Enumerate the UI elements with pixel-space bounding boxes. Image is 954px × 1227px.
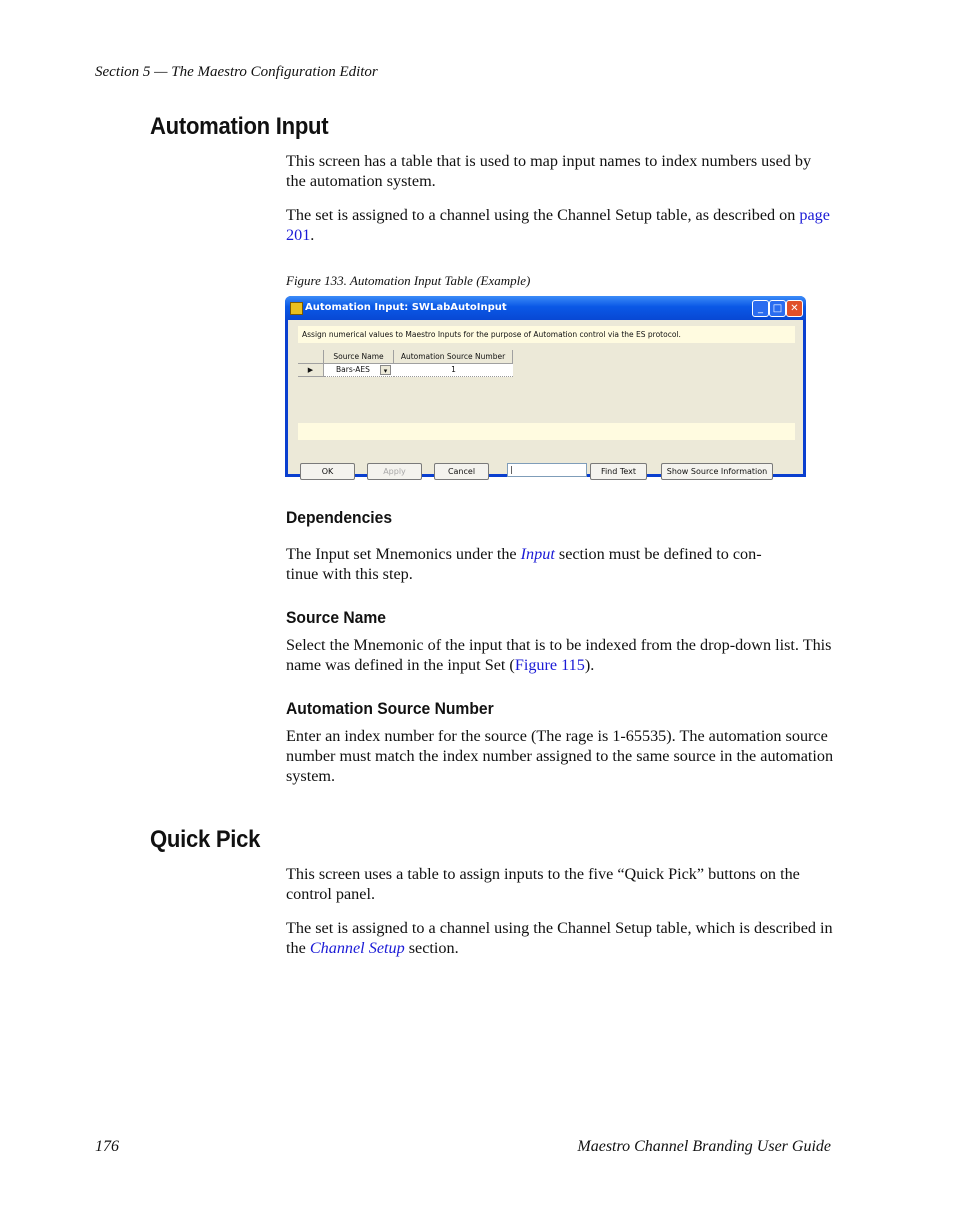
quick-pick-para-1: This screen uses a table to assign inputs to the five “Quick Pick” buttons on the control panel. (286, 865, 800, 903)
quick-pick-para-2 (286, 918, 834, 958)
automation-input-para-1: This screen has a table that is used to map input names to index numbers used by the automation system. (286, 152, 812, 190)
para-text: ). (584, 656, 595, 674)
status-band (298, 423, 795, 440)
title-bar (285, 296, 806, 320)
section-heading-quick-pick: Quick Pick (150, 826, 261, 853)
dialog-body (288, 320, 803, 474)
guide-title: Maestro Channel Branding User Guide (577, 1138, 831, 1155)
source-name-value: Bars-AES (336, 365, 370, 374)
para-text: tinue with this step. (286, 565, 413, 583)
running-header: Section 5 — The Maestro Configuration Editor (95, 64, 378, 80)
close-icon[interactable]: ✕ (786, 300, 803, 317)
figure-caption: Figure 133. Automation Input Table (Example) (286, 273, 531, 288)
input-link[interactable]: Input (520, 545, 555, 563)
quick-pick-intro (286, 864, 834, 958)
subheading-source-name: Source Name (286, 608, 386, 627)
para-text: The set is assigned to a channel using the Channel Setup table, which is described in the (286, 919, 833, 957)
chevron-down-icon[interactable]: ▾ (380, 365, 391, 375)
app-icon (290, 302, 303, 315)
column-header-automation-source-number[interactable]: Automation Source Number (394, 350, 513, 364)
para-text: . (310, 226, 315, 244)
mapping-table (298, 350, 513, 377)
cancel-button[interactable]: Cancel (434, 463, 489, 480)
automation-number-cell[interactable]: 1 (394, 364, 513, 377)
section-heading-automation-input: Automation Input (150, 113, 329, 140)
minimize-icon[interactable]: _ (752, 300, 769, 317)
find-text-button[interactable]: Find Text (590, 463, 647, 480)
show-source-information-button[interactable]: Show Source Information (661, 463, 773, 480)
source-name-para (286, 635, 834, 675)
source-name-text (286, 635, 834, 675)
channel-setup-link[interactable]: Channel Setup (309, 939, 405, 957)
row-selector-icon[interactable]: ▶ (298, 364, 324, 377)
dependencies-para (286, 544, 834, 584)
dependencies-text (286, 544, 834, 584)
page-201-link[interactable]: page 201 (286, 206, 830, 244)
subheading-automation-source-number: Automation Source Number (286, 699, 494, 718)
automation-source-number-text (286, 726, 834, 786)
figure-115-link[interactable]: Figure 115 (514, 656, 585, 674)
para-text: Select the Mnemonic of the input that is to be indexed from the drop-down list. This name was defined in the input Set ( (286, 636, 832, 674)
row-header-corner (298, 350, 324, 364)
automation-source-number-para: Enter an index number for the source (The rage is 1-65535). The automation source number must match the index number assigned to the same source in the automation system. (286, 727, 834, 785)
column-header-source-name[interactable]: Source Name (324, 350, 394, 364)
para-text: section. (404, 939, 459, 957)
para-text: section must be defined to con- (554, 545, 762, 563)
automation-input-dialog (285, 296, 806, 477)
para-text: The set is assigned to a channel using the Channel Setup table, as described on (286, 206, 800, 224)
page-number: 176 (95, 1138, 119, 1155)
apply-button[interactable]: Apply (367, 463, 422, 480)
maximize-icon[interactable]: □ (769, 300, 786, 317)
automation-input-intro (286, 151, 834, 245)
automation-input-para-2 (286, 205, 834, 245)
find-text-input[interactable]: | (507, 463, 587, 477)
instruction-text: Assign numerical values to Maestro Inputs for the purpose of Automation control via the ES protocol. (298, 326, 795, 343)
ok-button[interactable]: OK (300, 463, 355, 480)
para-text: The Input set Mnemonics under the (286, 545, 521, 563)
dialog-title: Automation Input: SWLabAutoInput (305, 302, 507, 313)
subheading-dependencies: Dependencies (286, 508, 393, 527)
source-name-cell[interactable] (324, 364, 394, 377)
